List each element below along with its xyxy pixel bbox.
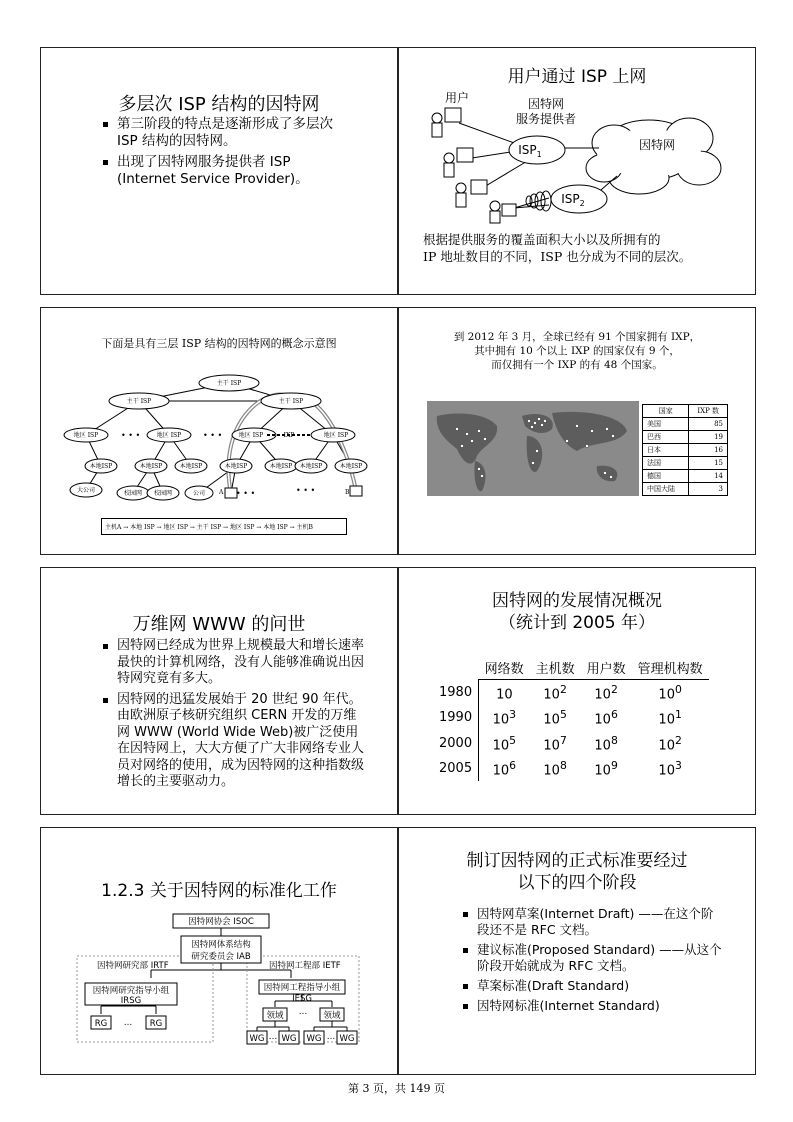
caption-line: 根据提供服务的覆盖面积大小以及所拥有的 — [423, 232, 661, 247]
rg-label: RG — [94, 1019, 108, 1029]
ixp-table — [642, 404, 728, 496]
computer-icon — [350, 486, 362, 496]
table-row — [433, 680, 709, 706]
ellipsis: … — [326, 1032, 336, 1042]
value-cell: $10^8$ — [594, 733, 618, 753]
user-label: 用户 — [445, 91, 470, 105]
irsg-label: IRSG — [120, 996, 142, 1006]
title-line: 因特网的发展情况概况 — [492, 591, 662, 611]
cloud-label: 因特网 — [638, 138, 676, 152]
wg-label: WG — [249, 1034, 265, 1044]
slide-3 — [40, 307, 398, 555]
table-row — [643, 431, 728, 444]
node-label: 大公司 — [76, 487, 96, 494]
year-cell: 1980 — [433, 680, 479, 706]
value-cell: $10^2$ — [658, 733, 682, 753]
value-cell: $10^7$ — [543, 733, 567, 753]
slide-title: 多层次 ISP 结构的因特网 — [118, 94, 320, 115]
country-cell: 法国 — [643, 457, 689, 470]
slide-6 — [398, 567, 756, 815]
slide-1 — [40, 47, 398, 295]
slide-5 — [40, 567, 398, 815]
column-header: 管理机构数 — [632, 656, 709, 680]
node-label: 地区 ISP — [323, 432, 349, 439]
table-row — [433, 756, 709, 781]
wg-label: WG — [339, 1034, 355, 1044]
value-cell: $10^0$ — [658, 683, 682, 703]
title-line: 以下的四个阶段 — [517, 873, 637, 893]
node-label: 本地ISP — [139, 463, 163, 470]
country-cell: 中国大陆 — [643, 483, 689, 496]
node-label: 主干 ISP — [126, 398, 152, 405]
bullet-item: 因特网的迅猛发展始于 20 世纪 90 年代。由欧洲原子核研究组织 CERN 开发的万维网 WWW (World Wide Web)被广泛使用在因特网上，大大方便了广大非网络专业人员对网络的使用，成为因特网的这种指数级增长的主要驱动力。 — [103, 692, 368, 791]
ellipsis: … — [298, 1007, 308, 1017]
table-row — [643, 444, 728, 457]
isoc-label: 因特网协会 ISOC — [188, 917, 254, 927]
user-icon — [432, 108, 516, 223]
bullet-list — [103, 116, 348, 192]
slide-title — [399, 590, 755, 634]
summary-line: 到 2012 年 3 月，全球已经有 91 个国家拥有 IXP， — [453, 331, 701, 343]
area-label: 领域 — [266, 1011, 284, 1021]
value-cell: $10^3$ — [492, 708, 517, 728]
node-label: 公司 — [192, 490, 206, 497]
value-cell: $10^6$ — [594, 708, 618, 728]
host-label: B — [345, 489, 350, 496]
irsg-label: 因特网研究指导小组 — [92, 986, 170, 996]
value-cell: $10^1$ — [658, 708, 682, 728]
provider-label: 因特网 — [527, 97, 565, 111]
slide-title — [399, 850, 755, 894]
table-header-row — [433, 656, 709, 680]
column-header: 国家 — [643, 405, 689, 418]
value-cell: 10 — [496, 687, 513, 703]
ixp-count-cell: 3 — [689, 483, 728, 496]
table-row — [643, 483, 728, 496]
ixp-count-cell: 19 — [689, 431, 728, 444]
year-cell: 2000 — [433, 731, 479, 756]
value-cell: $10^6$ — [492, 758, 517, 779]
node-label: 本地ISP — [339, 463, 363, 470]
value-cell: $10^3$ — [658, 758, 682, 779]
caption — [423, 231, 691, 265]
route-path-text: 主机A → 本地 ISP → 地区 ISP → 主干 ISP → 地区 ISP → 本地 ISP → 主机B — [105, 524, 313, 531]
world-ixp-map — [427, 401, 639, 496]
node-label: 校园网 — [153, 490, 173, 497]
page-footer: 第 3 页，共 149 页 — [348, 1082, 445, 1095]
node-label: 本地ISP — [299, 463, 323, 470]
provider-label: 服务提供者 — [515, 112, 577, 126]
rg-label: RG — [149, 1019, 163, 1029]
column-header: 主机数 — [530, 656, 581, 680]
ixp-count-cell: 14 — [689, 470, 728, 483]
ixp-count-cell: 85 — [689, 418, 728, 431]
irtf-label: 因特网研究部 IRTF — [97, 961, 169, 971]
node-label: 地区 ISP — [238, 432, 264, 439]
caption-line: IP 地址数目的不同，ISP 也分成为不同的层次。 — [423, 249, 692, 264]
title-line: （统计到 2005 年） — [498, 613, 656, 633]
node-label: 本地ISP — [89, 463, 113, 470]
table-row — [643, 457, 728, 470]
bullet-list — [463, 906, 723, 1018]
ixp-count-cell: 15 — [689, 457, 728, 470]
year-cell: 2005 — [433, 756, 479, 781]
slide-2 — [398, 47, 756, 295]
slide-title: 万维网 WWW 的问世 — [132, 614, 306, 635]
ixp-summary — [399, 330, 755, 372]
value-cell: $10^5$ — [492, 733, 517, 753]
country-cell: 德国 — [643, 470, 689, 483]
ellipsis: • • • — [203, 431, 223, 440]
wireless-signal-icon — [514, 191, 551, 211]
bullet-item: 建议标准(Proposed Standard) ——从这个阶段开始就成为 RFC 文档。 — [463, 942, 723, 974]
iesg-label: 因特网工程指导小组 — [263, 983, 341, 993]
year-cell: 1990 — [433, 705, 479, 730]
table-row — [433, 731, 709, 756]
ixp-count-cell: 16 — [689, 444, 728, 457]
area-label: 领域 — [323, 1011, 341, 1021]
route-path-box — [101, 518, 347, 535]
bullet-item: 第三阶段的特点是逐渐形成了多层次 ISP 结构的因特网。 — [103, 116, 348, 150]
country-cell: 巴西 — [643, 431, 689, 444]
table-row — [643, 470, 728, 483]
iab-label: 因特网体系结构 — [191, 940, 251, 950]
slide-title: 1.2.3 关于因特网的标准化工作 — [101, 881, 337, 901]
slide-8 — [398, 827, 756, 1075]
bullet-list — [103, 638, 368, 795]
bullet-item: 出现了因特网服务提供者 ISP (Internet Service Provider)。 — [103, 154, 348, 188]
bullet-item: 因特网标准(Internet Standard) — [463, 998, 723, 1014]
ellipsis: … — [123, 1018, 133, 1028]
table-row — [643, 418, 728, 431]
slide-4 — [398, 307, 756, 555]
slide-title: 下面是具有三层 ISP 结构的因特网的概念示意图 — [101, 337, 337, 350]
summary-line: 而仅拥有一个 IXP 的有 48 个国家。 — [491, 359, 663, 371]
value-cell: $10^8$ — [543, 758, 567, 779]
value-cell: $10^2$ — [543, 683, 567, 703]
node-label: 地区 ISP — [73, 432, 99, 439]
isp1-label: $ISP_1$ — [518, 143, 542, 159]
column-header: 用户数 — [581, 656, 632, 680]
country-cell: 美国 — [643, 418, 689, 431]
ietf-label: 因特网工程部 IETF — [269, 961, 341, 971]
slide-7 — [40, 827, 398, 1075]
ellipsis: • • • — [121, 431, 141, 440]
ellipsis: • • • — [236, 489, 256, 498]
value-cell: $10^9$ — [594, 758, 618, 779]
node-label: 主干 ISP — [216, 380, 242, 387]
node-label: 本地ISP — [269, 463, 293, 470]
summary-line: 其中拥有 10 个以上 IXP 的国家仅有 9 个， — [474, 345, 680, 357]
route-highlight — [228, 395, 356, 494]
isp2-label: $ISP_2$ — [561, 192, 585, 208]
country-cell: 日本 — [643, 444, 689, 457]
standards-org-chart — [41, 828, 397, 1074]
node-label: 主干 ISP — [278, 398, 304, 405]
bullet-item: 因特网草案(Internet Draft) ——在这个阶段还不是 RFC 文档。 — [463, 906, 723, 938]
node-label: 本地ISP — [224, 463, 248, 470]
internet-stats-table — [433, 656, 709, 781]
node-label: 校园网 — [123, 490, 143, 497]
ellipsis: … — [268, 1032, 278, 1042]
table-header-row — [643, 405, 728, 418]
title-line: 制订因特网的正式标准要经过 — [466, 851, 688, 871]
column-header: IXP 数 — [689, 405, 728, 418]
column-header: 网络数 — [479, 656, 530, 680]
table-row — [433, 705, 709, 730]
wg-label: WG — [306, 1034, 322, 1044]
bullet-item: 草案标准(Draft Standard) — [463, 978, 723, 994]
iesg-label: IESG — [292, 994, 312, 1004]
iab-label: 研究委员会 IAB — [191, 952, 251, 962]
slide-title: 用户通过 ISP 上网 — [507, 67, 647, 87]
wg-label: WG — [281, 1034, 297, 1044]
ixp-label: IXP — [283, 432, 295, 439]
internet-cloud — [586, 118, 721, 194]
value-cell: $10^5$ — [543, 708, 567, 728]
value-cell: $10^2$ — [594, 683, 618, 703]
node-label: 本地ISP — [179, 463, 203, 470]
node-label: 地区 ISP — [156, 432, 182, 439]
column-header — [433, 656, 479, 680]
host-label: A — [219, 489, 224, 496]
ellipsis: • • • — [296, 486, 316, 495]
bullet-item: 因特网已经成为世界上规模最大和增长速率最快的计算机网络，没有人能够准确说出因特网究竟有多大。 — [103, 638, 368, 688]
